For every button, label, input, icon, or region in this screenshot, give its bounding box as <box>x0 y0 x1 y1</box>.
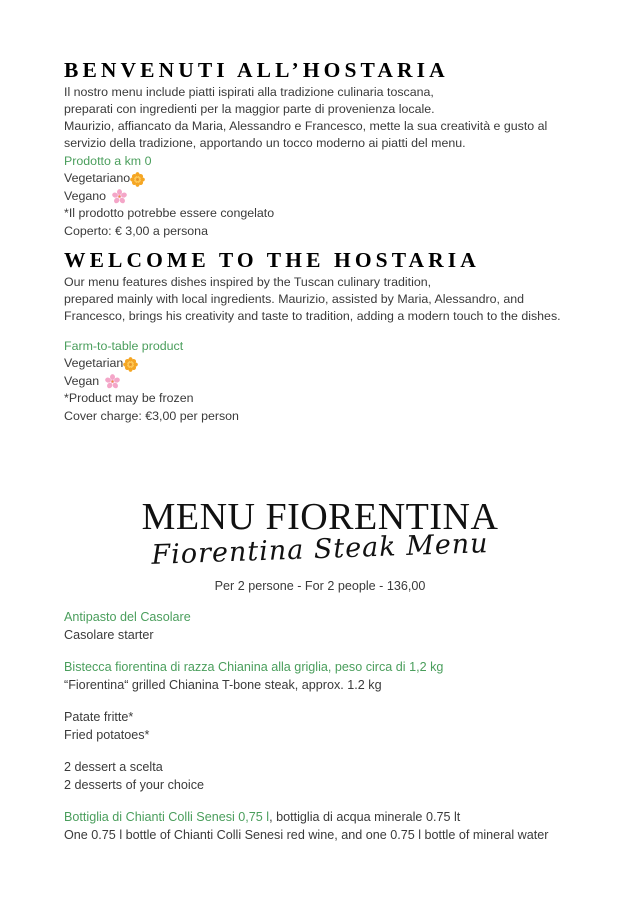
italian-paragraph <box>64 84 547 152</box>
legend-km0-label: Farm-to-table product <box>64 339 184 353</box>
course-item <box>64 759 584 794</box>
italian-paragraph-line: servizio della tradizione, apportando un tocco moderno ai piatti del menu. <box>64 136 466 150</box>
legend-frozen-note: *Product may be frozen <box>64 391 194 406</box>
fiorentina-course-list <box>64 609 584 844</box>
fiorentina-serves-block <box>0 579 640 594</box>
english-paragraph <box>64 274 561 325</box>
legend-vegan-row <box>64 373 239 390</box>
legend-vegetarian-label: Vegetarian <box>64 356 124 371</box>
course-italian-name <box>64 809 584 827</box>
english-section <box>64 249 480 273</box>
course-item <box>64 659 584 694</box>
english-paragraph-line: prepared mainly with local ingredients. Maurizio, assisted by Maria, Alessandro, and <box>64 292 525 306</box>
italian-paragraph-line: Il nostro menu include piatti ispirati alla tradizione culinaria toscana, <box>64 85 434 99</box>
italian-legend <box>64 153 274 240</box>
vegan-flower-icon <box>112 189 127 204</box>
legend-cover-charge: Coperto: € 3,00 a persona <box>64 223 208 238</box>
fiorentina-menu-title: MENU FIORENTINA <box>141 496 499 538</box>
italian-section <box>64 59 449 83</box>
course-item <box>64 809 584 844</box>
english-heading: WELCOME TO THE HOSTARIA <box>64 248 480 272</box>
legend-vegan-row <box>64 188 274 205</box>
english-legend <box>64 338 239 425</box>
fiorentina-script-block <box>0 528 640 571</box>
english-paragraph-line: Francesco, brings his creativity and taste to tradition, adding a modern touch to the dishes. <box>64 309 561 323</box>
course-italian-text: 2 dessert a scelta <box>64 760 163 774</box>
legend-cover-charge: Cover charge: €3,00 per person <box>64 408 239 423</box>
italian-heading: BENVENUTI ALL’HOSTARIA <box>64 58 449 82</box>
fiorentina-script-subtitle: Fiorentina Steak Menu <box>150 528 490 571</box>
vegan-flower-icon <box>105 374 120 389</box>
legend-km0-label: Prodotto a km 0 <box>64 154 152 168</box>
course-english-name: 2 desserts of your choice <box>64 777 205 792</box>
legend-vegan-label: Vegano <box>64 188 107 203</box>
italian-paragraph-line: Maurizio, affiancato da Maria, Alessandro e Francesco, mette la sua creatività e gusto al <box>64 119 548 133</box>
course-italian-text: Bottiglia di Chianti Colli Senesi 0,75 l <box>64 810 270 824</box>
course-english-name: Fried potatoes* <box>64 727 150 742</box>
legend-frozen-note: *Il prodotto potrebbe essere congelato <box>64 206 275 221</box>
course-italian-name <box>64 609 584 627</box>
course-italian-name <box>64 709 584 727</box>
course-italian-tail: , bottiglia di acqua minerale 0.75 lt <box>269 810 461 824</box>
legend-vegan-label: Vegan <box>64 373 100 388</box>
legend-vegetarian-label: Vegetariano <box>64 171 131 186</box>
course-item <box>64 609 584 644</box>
legend-vegetarian-row <box>64 355 239 372</box>
english-paragraph-line: Our menu features dishes inspired by the Tuscan culinary tradition, <box>64 275 432 289</box>
legend-vegetarian-row <box>64 170 274 187</box>
vegetarian-flower-icon <box>130 172 145 187</box>
course-english-name: One 0.75 l bottle of Chianti Colli Senesi red wine, and one 0.75 l bottle of mineral water <box>64 827 549 842</box>
vegetarian-flower-icon <box>123 357 138 372</box>
course-italian-text: Bistecca fiorentina di razza Chianina alla griglia, peso circa di 1,2 kg <box>64 660 444 674</box>
course-english-name: “Fiorentina“ grilled Chianina T-bone steak, approx. 1.2 kg <box>64 677 382 692</box>
fiorentina-serves-price: Per 2 persone - For 2 people - 136,00 <box>214 579 426 593</box>
course-italian-name <box>64 659 584 677</box>
course-italian-name <box>64 759 584 777</box>
italian-paragraph-line: preparati con ingredienti per la maggior parte di provenienza locale. <box>64 102 435 116</box>
course-italian-text: Patate fritte* <box>64 710 134 724</box>
course-item <box>64 709 584 744</box>
course-italian-text: Antipasto del Casolare <box>64 610 191 624</box>
course-english-name: Casolare starter <box>64 627 154 642</box>
